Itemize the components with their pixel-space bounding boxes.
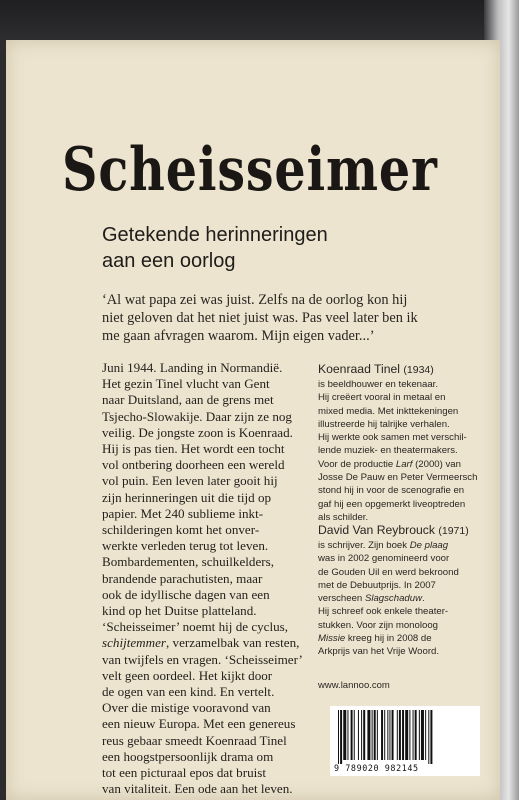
barcode-bar: [381, 710, 383, 760]
blurb-line: Tsjecho-Slowakije. Daar zijn ze nog: [102, 408, 292, 424]
quote-line: me gaan afvragen waarom. Mijn eigen vader...’: [102, 328, 375, 344]
quote-line: ‘Al wat papa zei was juist. Zelfs na de oorlog kon hij: [102, 292, 408, 308]
blurb-line: reus gebaar smeedt Koenraad Tinel: [102, 732, 287, 748]
bio-line: Arkprijs van het Vrije Woord.: [318, 646, 440, 658]
barcode-bar: [405, 710, 408, 760]
barcode-bar: [413, 710, 414, 760]
bio-line: Missie kreeg hij in 2008 de: [318, 633, 432, 645]
author-bio-tinel: [318, 361, 488, 524]
barcode-bar: [402, 710, 404, 760]
blurb-line: kind op het Duitse platteland.: [102, 603, 257, 619]
bio-line: Josse De Pauw en Peter Vermeersch: [318, 472, 478, 484]
barcode-bar: [419, 710, 420, 760]
barcode-bar: [351, 710, 353, 760]
barcode-bar: [409, 710, 410, 760]
blurb-line: Juni 1944. Landing in Normandië.: [102, 360, 283, 375]
bio-line: was in 2002 genomineerd voor: [318, 553, 450, 565]
bio-line: is beeldhouwer en tekenaar.: [318, 379, 439, 390]
subtitle-line: aan een oorlog: [102, 250, 236, 272]
author-name: David Van Reybrouck (1971): [318, 523, 469, 537]
barcode-bar: [397, 710, 398, 760]
barcode-bar: [374, 710, 376, 760]
author-name: Koenraad Tinel (1934): [318, 362, 434, 376]
barcode-bar: [392, 710, 394, 760]
barcode-bar: [361, 710, 362, 760]
blurb-line: brandende parachutisten, maar: [102, 570, 263, 586]
blurb-line: ook de idyllische dagen van een: [102, 586, 270, 602]
barcode-bar: [384, 710, 385, 760]
book-subtitle: [102, 222, 328, 274]
blurb-line: velt geen oordeel. Het kijkt door: [102, 667, 273, 683]
blurb-line: zijn herinneringen uit die tijd op: [102, 489, 272, 505]
blurb-line: schilderingen komt het onver-: [102, 522, 260, 538]
bio-line: Voor de productie Larf (2000) van: [318, 458, 461, 470]
book-title: Scheisseimer: [62, 135, 438, 205]
publisher-website[interactable]: www.lannoo.com: [318, 680, 390, 691]
blurb-line: tot een picturaal epos dat bruist: [102, 765, 266, 781]
barcode-bars: [330, 706, 480, 764]
barcode-bar: [415, 710, 417, 760]
blurb-line: Bombardementen, schuilkelders,: [102, 554, 274, 570]
bio-line: is schrijver. Zijn boek De plaag: [318, 540, 449, 551]
bio-line: stukken. Voor zijn monoloog: [318, 619, 438, 631]
bio-line: gaf hij een opgemerkt liveoptreden: [318, 498, 466, 510]
blurb-line: van twijfels en vragen. ‘Scheisseimer’: [102, 651, 303, 667]
bio-line: Hij werkte ook samen met verschil-: [318, 432, 467, 444]
blurb-line: Het gezin Tinel vlucht van Gent: [102, 376, 270, 392]
bio-line: mixed media. Met inkttekeningen: [318, 405, 459, 417]
barcode-bar: [372, 710, 373, 760]
barcode-bar: [389, 710, 390, 760]
subtitle-line: Getekende herinneringen: [102, 224, 328, 246]
isbn-number: 9 789020 982145: [334, 763, 419, 773]
blurb-line: naar Duitsland, aan de grens met: [102, 392, 274, 408]
blurb-line: Over die mistige vooravond van: [102, 700, 271, 716]
author-bio-text: [318, 539, 488, 659]
bio-line: verscheen Slagschaduw.: [318, 593, 425, 605]
bio-line: als schilder.: [318, 511, 369, 523]
barcode-bar: [430, 710, 432, 764]
blurb-line: ‘Scheisseimer’ noemt hij de cyclus,: [102, 619, 289, 635]
barcode-bar: [358, 710, 359, 760]
book-top-edge: [0, 0, 519, 40]
bio-line: Hij schreef ook enkele theater-: [318, 606, 449, 618]
blurb-line: werkte verleden terug tot leven.: [102, 538, 269, 554]
barcode-bar: [399, 710, 401, 760]
barcode-bar: [428, 710, 429, 764]
barcode-bar: [354, 710, 355, 760]
barcode-bar: [367, 710, 370, 760]
blurb-line: schijtemmer, verzamelbak van resten,: [102, 635, 300, 651]
blurb-line: van vitaliteit. Een ode aan het leven.: [102, 781, 293, 797]
bio-line: illustreerde hij talrijke verhalen.: [318, 418, 450, 430]
blurb-line: een nieuw Europa. Met een genereus: [102, 716, 296, 732]
blurb-line: papier. Met 240 sublieme inkt-: [102, 505, 264, 521]
author-bio-text: [318, 378, 488, 524]
barcode-bar: [421, 710, 424, 760]
blurb-line: Hij is pas tien. Het wordt een tocht: [102, 441, 285, 457]
quote-line: niet geloven dat het niet juist was. Pas veel later ben ik: [102, 310, 418, 326]
bio-line: Hij creëert vooral in metaal en: [318, 392, 446, 404]
author-bio-van-reybrouck: [318, 522, 488, 659]
barcode-bar: [387, 710, 388, 760]
barcode-bar: [338, 710, 339, 764]
blurb-line: een hoogstpersoonlijk drama om: [102, 748, 274, 764]
blurb-text: [102, 360, 312, 797]
barcode-bar: [340, 710, 342, 764]
pull-quote: [102, 291, 462, 345]
barcode-bar: [377, 710, 378, 760]
barcode-bar: [363, 710, 365, 760]
bio-line: de Gouden Uil en werd bekroond: [318, 566, 459, 578]
blurb-line: veilig. De jongste zoon is Koenraad.: [102, 424, 293, 440]
bio-line: lende muziek- en theatermakers.: [318, 445, 458, 457]
blurb-line: vol puin. Een leven later gooit hij: [102, 473, 278, 489]
barcode-bar: [343, 710, 346, 760]
barcode-bar: [425, 710, 426, 760]
blurb-line: de ogen van een kind. En vertelt.: [102, 684, 275, 700]
blurb-line: vol ontbering doorheen een wereld: [102, 457, 285, 473]
barcode-bar: [347, 710, 348, 760]
bio-line: met de Debuutprijs. In 2007: [318, 579, 436, 591]
bio-line: stond hij in voor de scenografie en: [318, 485, 465, 497]
